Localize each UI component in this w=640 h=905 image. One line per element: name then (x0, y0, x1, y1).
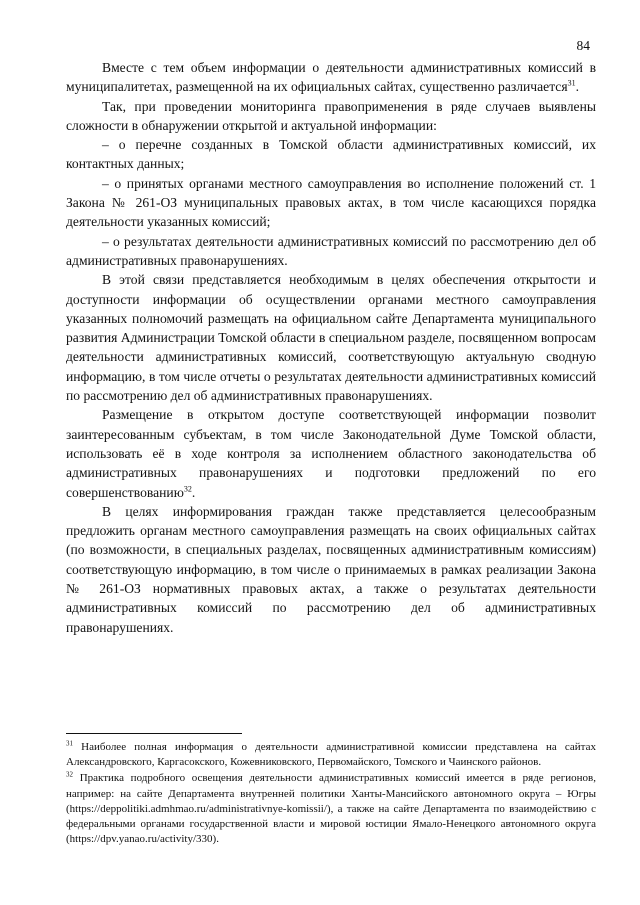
paragraph-end: . (191, 484, 196, 500)
footnote-ref[interactable]: 32 (183, 484, 192, 493)
footnote-text: Практика подробного освещения деятельности административных комиссий имеется в ряде регионов, например: на сайте Департамента внутренней политики Ханты-Мансийского автономного округа – Югры (https://deppolitiki.admhmao.ru/administrativnye-komissii/), а также на сайте Департамента по взаимодействию с федеральными органами государственной власти и мировой юстиции Ямало-Ненецкого автономного округа (https://dpv.yanao.ru/activity/330). (66, 772, 596, 846)
footnote (66, 740, 596, 770)
paragraph: В целях информирования граждан также представляется целесообразным предложить органам местного самоуправления размещать на своих официальных сайтах (по возможности, в специальных разделах, посвященных административным комиссиям) соответствующую информацию, в том числе о принимаемых в рамках реализации Закона № 261-ОЗ нормативных правовых актах, а также о результатах деятельности административных комиссий по рассмотрению дел об административных правонарушениях. (66, 503, 596, 635)
paragraph-text: Размещение в открытом доступе соответствующей информации позволит заинтересованным субъектам, в том числе Законодательной Думе Томской области, использовать её в ходе контроля за исполнением областного законодательства об административных правонарушениях и подготовки предложений по его совершенствованию (66, 407, 596, 500)
paragraph: Так, при проведении мониторинга правоприменения в ряде случаев выявлены сложности в обнаружении открытой и актуальной информации: (66, 98, 596, 133)
paragraph-text: Вместе с тем объем информации о деятельности административных комиссий в муниципалитетах, размещенной на их официальных сайтах, существенно различается (66, 60, 596, 95)
body-text (66, 58, 596, 637)
footnote-separator (66, 733, 242, 734)
footnote-number: 31 (66, 739, 73, 748)
footnote-number: 32 (66, 770, 73, 779)
footnotes (66, 740, 596, 848)
footnote (66, 771, 596, 847)
list-item: – о результатах деятельности административных комиссий по рассмотрению дел об административных правонарушениях. (66, 233, 596, 268)
paragraph-end: . (575, 79, 579, 95)
paragraph (66, 58, 596, 97)
footnote-text: Наиболее полная информация о деятельности административной комиссии представлена на сайтах Александровского, Каргасокского, Кожевниковского, Первомайского, Томского и Чаинского районов. (66, 741, 596, 769)
page-number: 84 (576, 38, 590, 53)
footnote-ref[interactable]: 31 (567, 78, 576, 88)
paragraph (66, 405, 596, 501)
list-item: – о перечне созданных в Томской области административных комиссий, их контактных данных; (66, 137, 596, 172)
paragraph: В этой связи представляется необходимым в целях обеспечения открытости и доступности информации об осуществлении органами местного самоуправления указанных полномочий размещать на официальном сайте Департамента муниципального развития Администрации Томской области в специальном разделе, посвященном вопросам деятельности административных комиссий, соответствующую актуальную сводную информацию, в том числе отчеты о результатах деятельности административных комиссий по рассмотрению дел об административных правонарушениях. (66, 272, 596, 404)
list-item: – о принятых органами местного самоуправления во исполнение положений ст. 1 Закона № 261-ОЗ муниципальных правовых актах, в том числе касающихся порядка деятельности указанных комиссий; (66, 175, 596, 230)
